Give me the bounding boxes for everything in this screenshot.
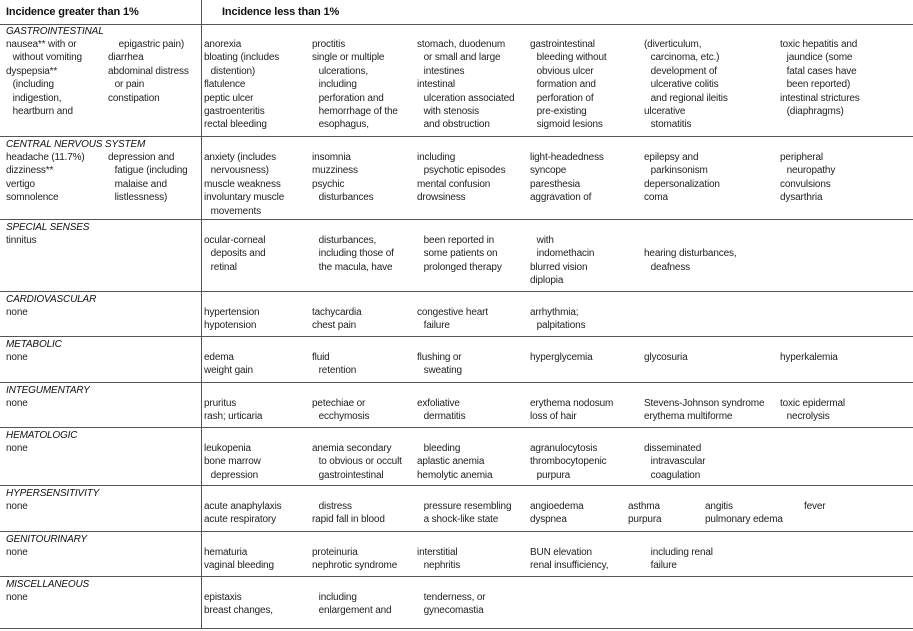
cell-line: involuntary muscle [204, 192, 285, 204]
cell-line: disseminated [644, 443, 702, 454]
cell-line: heartburn and [10, 105, 73, 117]
cell-line: fatigue (including [112, 165, 188, 177]
cell-line: or small and large [421, 52, 501, 64]
header-incidence-greater: Incidence greater than 1% [6, 6, 139, 18]
cell-line: arrhythmia; [530, 307, 579, 318]
section-miscellaneous [0, 577, 913, 627]
cell-line: nephritis [421, 560, 461, 572]
cell-line: angitis [705, 501, 733, 512]
less-than-1pct-column [417, 500, 511, 527]
less-than-1pct-column [312, 38, 398, 132]
greater-than-1pct-column [6, 351, 28, 364]
cell-line: agranulocytosis [530, 443, 598, 454]
cell-line: dyspepsia** [6, 65, 58, 77]
cell-line: failure [421, 320, 450, 332]
cell-line: (diverticulum, [644, 39, 702, 50]
cell-line: flushing or [417, 352, 462, 363]
cell-line: hematuria [204, 547, 248, 558]
cell-line: movements [208, 205, 261, 217]
cell-line: intestinal [417, 79, 455, 91]
cell-line: purpura [534, 469, 571, 481]
less-than-1pct-column [312, 442, 402, 482]
cell-line: stomatitis [648, 119, 692, 131]
less-than-1pct-column [417, 38, 514, 132]
header-incidence-less: Incidence less than 1% [222, 6, 340, 18]
cell-line: depersonalization [644, 178, 720, 190]
cell-line: malaise and [112, 178, 167, 190]
section-title: HEMATOLOGIC [6, 430, 78, 441]
cell-line: ulcerations, [316, 65, 368, 77]
cell-line: pruritus [204, 398, 237, 409]
cell-line: nausea** with or [6, 39, 77, 50]
less-than-1pct-column [780, 397, 845, 424]
cell-line: indigestion, [10, 92, 62, 104]
less-than-1pct-column [204, 234, 266, 274]
greater-than-1pct-column [6, 546, 28, 559]
table-bottom-rule [0, 628, 913, 629]
cell-line: esophagus, [316, 119, 369, 131]
greater-than-1pct-column [6, 442, 28, 455]
cell-line: hemolytic anemia [417, 469, 493, 481]
section-hematologic [0, 428, 913, 486]
cell-line: bone marrow [204, 456, 261, 468]
cell-line: including [417, 152, 456, 163]
cell-line: sweating [421, 365, 462, 377]
cell-line: convulsions [780, 178, 831, 190]
cell-line: intestinal strictures [780, 92, 860, 104]
less-than-1pct-column [644, 38, 728, 132]
cell-line: none [6, 352, 28, 363]
less-than-1pct-column [417, 151, 505, 205]
section-hypersensitivity [0, 486, 913, 532]
cell-line: been reported) [784, 79, 851, 91]
section-title: SPECIAL SENSES [6, 222, 90, 233]
less-than-1pct-column [417, 442, 492, 482]
cell-line: deafness [648, 261, 691, 273]
cell-line: retinal [208, 261, 237, 273]
cell-line: vaginal bleeding [204, 560, 274, 572]
cell-line: palpitations [534, 320, 586, 332]
cell-line: congestive heart [417, 307, 488, 318]
cell-line: the macula, have [316, 261, 393, 273]
cell-line: insomnia [312, 152, 351, 163]
cell-line: muscle weakness [204, 178, 281, 190]
greater-than-1pct-column [108, 151, 188, 205]
cell-line: to obvious or occult [316, 456, 402, 468]
less-than-1pct-column [644, 351, 688, 364]
cell-line: breast changes, [204, 605, 273, 617]
cell-line: perforation and [316, 92, 384, 104]
cell-line: rapid fall in blood [312, 514, 385, 526]
cell-line [644, 234, 736, 247]
section-title: METABOLIC [6, 339, 62, 350]
cell-line: including renal [648, 547, 713, 558]
section-special-senses [0, 220, 913, 292]
cell-line: jaundice (some [784, 52, 853, 64]
less-than-1pct-column [530, 306, 585, 333]
less-than-1pct-column [417, 351, 462, 378]
cell-line: erythema nodosum [530, 398, 614, 409]
cell-line: failure [648, 560, 677, 572]
less-than-1pct-column [204, 351, 253, 378]
cell-line: formation and [534, 79, 596, 91]
cell-line: gynecomastia [421, 605, 484, 617]
cell-line: drowsiness [417, 192, 466, 204]
cell-line: intestines [421, 65, 465, 77]
cell-line: aplastic anemia [417, 456, 485, 468]
cell-line: constipation [108, 92, 160, 104]
cell-line: gastroenteritis [204, 105, 265, 117]
cell-line: listlessness) [112, 192, 168, 204]
cell-line: flatulence [204, 79, 246, 91]
less-than-1pct-column [204, 591, 273, 618]
cell-line: nervousness) [208, 165, 269, 177]
cell-line: and regional ileitis [648, 92, 728, 104]
cell-line: deposits and [208, 248, 266, 260]
less-than-1pct-column [804, 500, 825, 513]
cell-line: weight gain [204, 365, 253, 377]
cell-line: peptic ulcer [204, 92, 254, 104]
cell-line: toxic hepatitis and [780, 39, 858, 50]
cell-line: proctitis [312, 39, 346, 50]
less-than-1pct-column [705, 500, 783, 527]
cell-line: been reported in [421, 235, 495, 246]
cell-line: acute anaphylaxis [204, 501, 282, 512]
cell-line: indomethacin [534, 248, 595, 260]
section-cardiovascular [0, 292, 913, 337]
cell-line: tachycardia [312, 307, 362, 318]
cell-line: parkinsonism [648, 165, 708, 177]
less-than-1pct-column [312, 591, 391, 618]
cell-line: enlargement and [316, 605, 392, 617]
less-than-1pct-column [312, 397, 369, 424]
greater-than-1pct-column [108, 38, 189, 105]
less-than-1pct-column [530, 234, 594, 288]
greater-than-1pct-column [6, 591, 28, 604]
cell-line: rectal bleeding [204, 119, 267, 131]
cell-line: petechiae or [312, 398, 366, 409]
section-gastrointestinal [0, 24, 913, 137]
cell-line: nephrotic syndrome [312, 560, 398, 572]
less-than-1pct-column [417, 306, 488, 333]
less-than-1pct-column [312, 306, 362, 333]
less-than-1pct-column [204, 151, 284, 218]
section-title: HYPERSENSITIVITY [6, 488, 100, 499]
cell-line: anemia secondary [312, 443, 392, 454]
cell-line: gastrointestinal [316, 469, 384, 481]
cell-line: hypertension [204, 307, 260, 318]
cell-line: erythema multiforme [644, 411, 733, 423]
cell-line: epistaxis [204, 592, 242, 603]
cell-line: exfoliative [417, 398, 460, 409]
cell-line: development of [648, 65, 717, 77]
less-than-1pct-column [204, 397, 262, 424]
table-header [0, 0, 913, 25]
cell-line: epilepsy and [644, 152, 699, 163]
less-than-1pct-column [204, 442, 261, 482]
cell-line: BUN elevation [530, 547, 592, 558]
less-than-1pct-column [417, 591, 485, 618]
cell-line: sigmoid lesions [534, 119, 603, 131]
cell-line: abdominal distress [108, 65, 189, 77]
cell-line: syncope [530, 165, 567, 177]
cell-line: including [316, 79, 357, 91]
cell-line: Stevens-Johnson syndrome [644, 398, 765, 409]
less-than-1pct-column [312, 234, 394, 274]
cell-line: psychotic episodes [421, 165, 506, 177]
cell-line: ulcerative [644, 105, 686, 117]
cell-line: including those of [316, 248, 394, 260]
cell-line: fever [804, 501, 826, 512]
cell-line: a shock-like state [421, 514, 499, 526]
cell-line: toxic epidermal [780, 398, 846, 409]
cell-line: without vomiting [10, 52, 82, 64]
section-genitourinary [0, 532, 913, 577]
cell-line: dysarthria [780, 192, 823, 204]
section-title: INTEGUMENTARY [6, 385, 90, 396]
cell-line: renal insufficiency, [530, 560, 609, 572]
cell-line: or pain [112, 79, 145, 91]
less-than-1pct-column [530, 442, 607, 482]
cell-line: diplopia [530, 275, 564, 287]
cell-line: pressure resembling [421, 501, 512, 512]
cell-line: acute respiratory [204, 514, 276, 526]
cell-line: leukopenia [204, 443, 251, 454]
cell-line: psychic [312, 178, 345, 190]
cell-line: tinnitus [6, 235, 37, 246]
cell-line: ecchymosis [316, 411, 370, 423]
cell-line: proteinuria [312, 547, 358, 558]
cell-line: blurred vision [530, 261, 588, 273]
greater-than-1pct-column [6, 306, 28, 319]
cell-line: anorexia [204, 39, 242, 50]
less-than-1pct-column [417, 546, 460, 573]
cell-line: tenderness, or [421, 592, 486, 603]
greater-than-1pct-column [6, 500, 28, 513]
cell-line: headache (11.7%) [6, 152, 85, 163]
less-than-1pct-column [204, 38, 279, 132]
less-than-1pct-column [780, 351, 838, 364]
cell-line: retention [316, 365, 357, 377]
cell-line: hyperkalemia [780, 352, 838, 363]
cell-line: fatal cases have [784, 65, 857, 77]
less-than-1pct-column [417, 397, 465, 424]
cell-line: none [6, 501, 28, 512]
less-than-1pct-column [780, 151, 835, 205]
cell-line: light-headedness [530, 152, 604, 163]
cell-line: angioedema [530, 501, 584, 512]
less-than-1pct-column [530, 500, 584, 527]
cell-line: somnolence [6, 192, 59, 204]
cell-line: intravascular [648, 456, 706, 468]
cell-line: peripheral [780, 152, 823, 163]
cell-line: obvious ulcer [534, 65, 594, 77]
less-than-1pct-column [530, 151, 604, 205]
cell-line: bleeding [421, 443, 461, 454]
cell-line: hypotension [204, 320, 257, 332]
cell-line: including [316, 592, 357, 603]
cell-line: chest pain [312, 320, 357, 332]
cell-line: fluid [312, 352, 330, 363]
cell-line: hyperglycemia [530, 352, 593, 363]
cell-line: stomach, duodenum [417, 39, 506, 50]
cell-line: paresthesia [530, 178, 581, 190]
less-than-1pct-column [628, 500, 661, 527]
less-than-1pct-column [530, 351, 593, 364]
cell-line: edema [204, 352, 234, 363]
less-than-1pct-column [530, 397, 613, 424]
cell-line: aggravation of [530, 192, 592, 204]
cell-line: some patients on [421, 248, 498, 260]
cell-line: perforation of [534, 92, 594, 104]
cell-line: purpura [628, 514, 662, 526]
cell-line: ulcerative colitis [648, 79, 719, 91]
less-than-1pct-column [780, 38, 860, 118]
cell-line: none [6, 398, 28, 409]
cell-line: pulmonary edema [705, 514, 783, 526]
less-than-1pct-column [644, 442, 705, 482]
cell-line: distress [316, 501, 352, 512]
cell-line: with stenosis [421, 105, 479, 117]
cell-line: thrombocytopenic [530, 456, 607, 468]
cell-line: carcinoma, etc.) [648, 52, 720, 64]
cell-line: coma [644, 192, 668, 204]
cell-line: pre-existing [534, 105, 587, 117]
less-than-1pct-column [644, 151, 720, 205]
less-than-1pct-column [312, 500, 385, 527]
cell-line: none [6, 443, 28, 454]
cell-line: none [6, 592, 28, 603]
less-than-1pct-column [204, 306, 259, 333]
cell-line: glycosuria [644, 352, 688, 363]
cell-line: coagulation [648, 469, 701, 481]
cell-line: ulceration associated [421, 92, 515, 104]
cell-line: hemorrhage of the [316, 105, 398, 117]
cell-line: anxiety (includes [204, 152, 276, 163]
cell-line: epigastric pain) [116, 39, 185, 50]
less-than-1pct-column [530, 38, 607, 132]
section-title: CARDIOVASCULAR [6, 294, 97, 305]
cell-line: dyspnea [530, 514, 567, 526]
less-than-1pct-column [417, 234, 502, 274]
cell-line: depression and [108, 152, 175, 163]
greater-than-1pct-column [6, 234, 37, 247]
cell-line: diarrhea [108, 52, 144, 64]
section-title: CENTRAL NERVOUS SYSTEM [6, 139, 146, 150]
cell-line: vertigo [6, 178, 35, 190]
less-than-1pct-column [204, 500, 282, 527]
cell-line: mental confusion [417, 178, 491, 190]
cell-line: muzziness [312, 165, 358, 177]
cell-line: loss of hair [530, 411, 577, 423]
cell-line: bloating (includes [204, 52, 280, 64]
cell-line: disturbances, [316, 235, 377, 246]
section-title: MISCELLANEOUS [6, 579, 90, 590]
cell-line: disturbances [316, 192, 374, 204]
cell-line: single or multiple [312, 52, 385, 64]
less-than-1pct-column [644, 397, 764, 424]
cell-line: prolonged therapy [421, 261, 502, 273]
less-than-1pct-column [530, 546, 608, 573]
cell-line: hearing disturbances, [644, 248, 737, 260]
greater-than-1pct-column [6, 151, 85, 205]
less-than-1pct-column [312, 546, 397, 573]
cell-line: ocular-corneal [204, 235, 266, 246]
cell-line: bleeding without [534, 52, 607, 64]
less-than-1pct-column [644, 546, 713, 573]
cell-line: dermatitis [421, 411, 466, 423]
less-than-1pct-column [644, 234, 736, 274]
cell-line: necrolysis [784, 411, 830, 423]
cell-line: gastrointestinal [530, 39, 595, 50]
cell-line: interstitial [417, 547, 458, 558]
greater-than-1pct-column [6, 38, 82, 118]
section-title: GASTROINTESTINAL [6, 26, 104, 37]
cell-line: (including [10, 79, 54, 91]
section-integumentary [0, 383, 913, 428]
section-metabolic [0, 337, 913, 383]
cell-line: none [6, 547, 28, 558]
cell-line: (diaphragms) [784, 105, 844, 117]
cell-line: none [6, 307, 28, 318]
cell-line: dizziness** [6, 165, 54, 177]
cell-line: with [534, 235, 554, 246]
cell-line: rash; urticaria [204, 411, 263, 423]
less-than-1pct-column [312, 351, 356, 378]
cell-line: and obstruction [421, 119, 490, 131]
greater-than-1pct-column [6, 397, 28, 410]
cell-line: neuropathy [784, 165, 836, 177]
cell-line: distention) [208, 65, 256, 77]
section-central-nervous-system [0, 137, 913, 220]
section-title: GENITOURINARY [6, 534, 87, 545]
cell-line: depression [208, 469, 259, 481]
cell-line: asthma [628, 501, 660, 512]
less-than-1pct-column [312, 151, 374, 205]
less-than-1pct-column [204, 546, 274, 573]
